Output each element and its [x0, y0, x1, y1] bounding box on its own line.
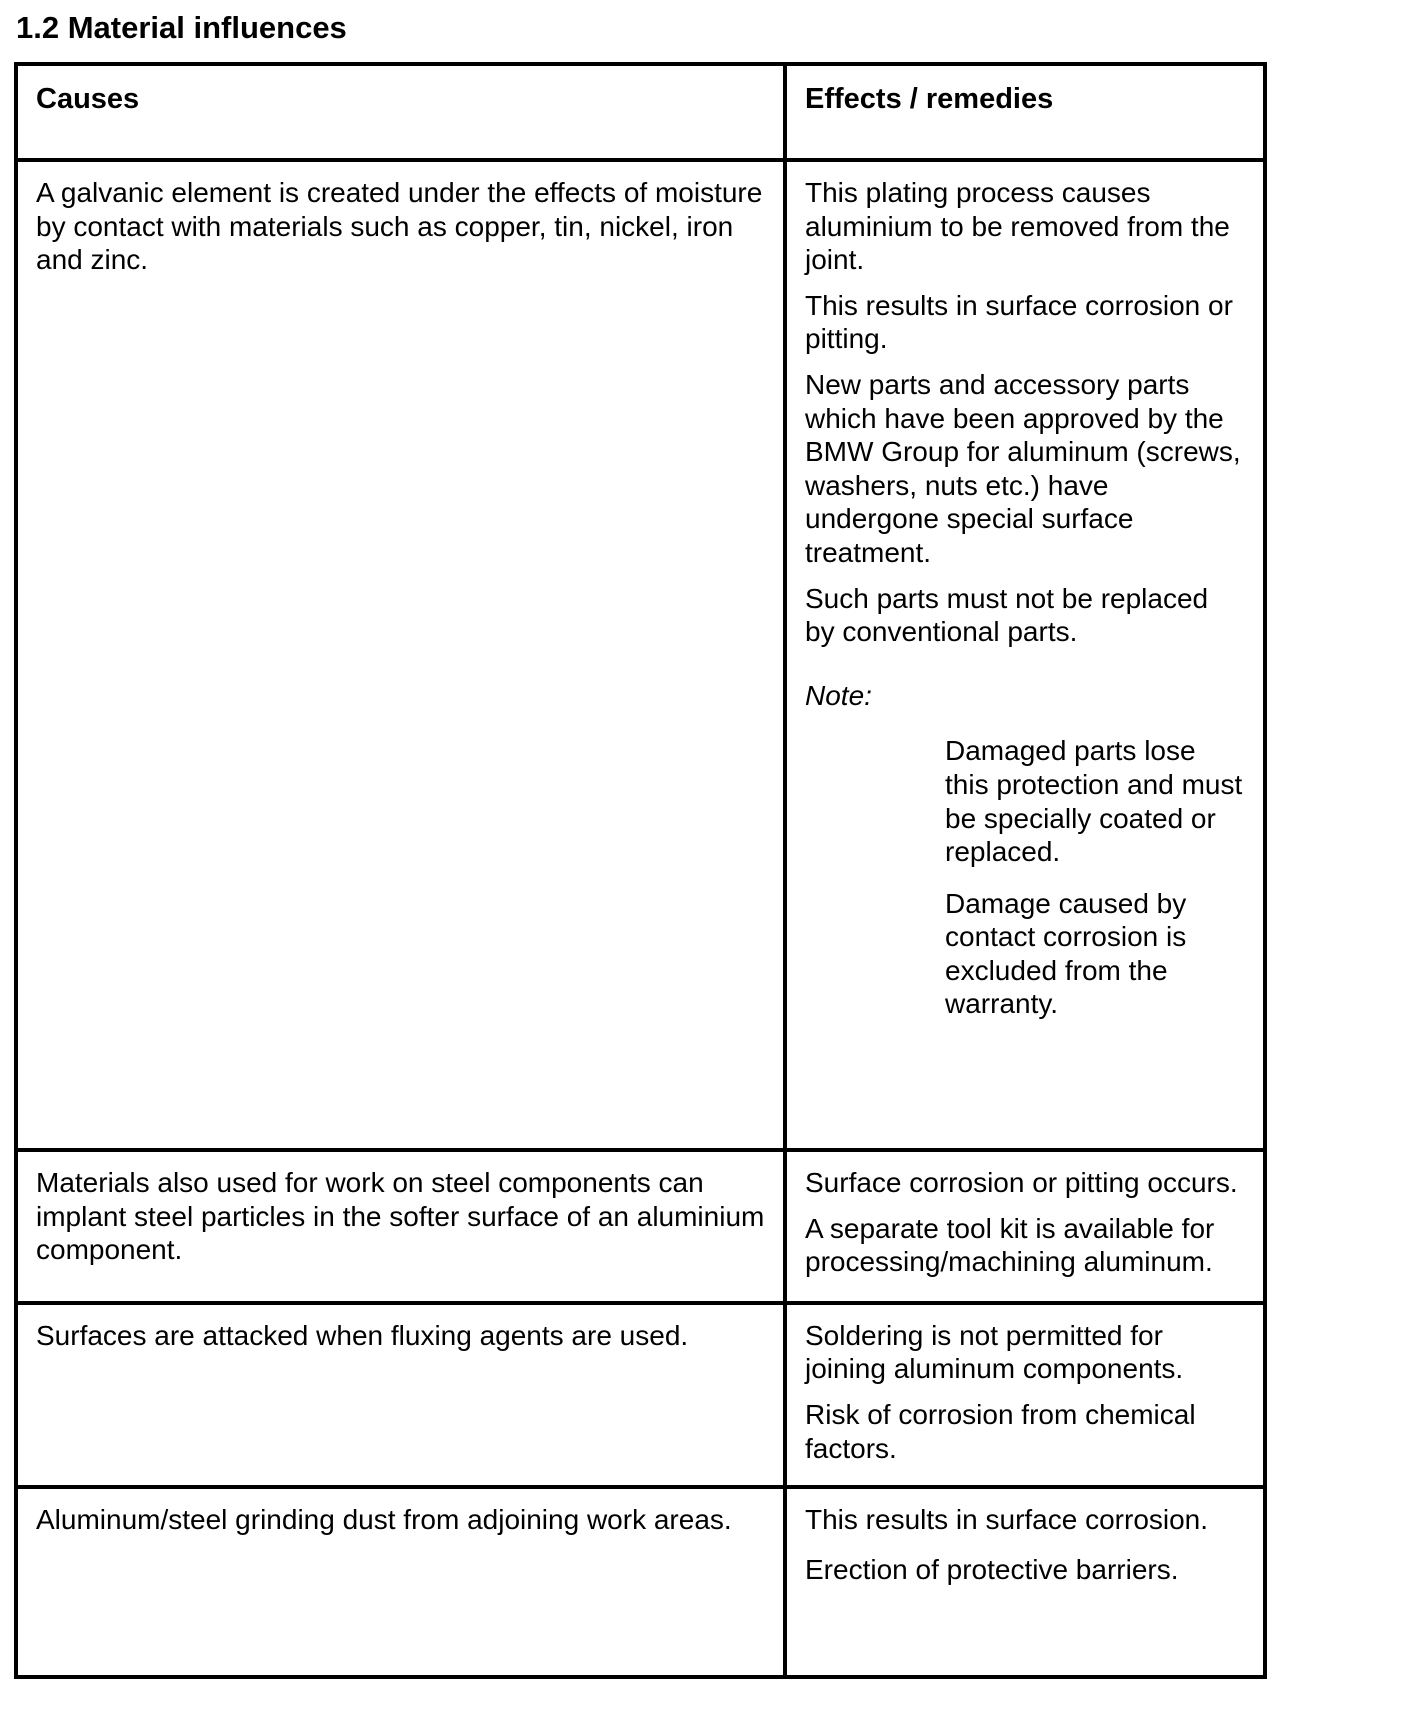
note-item: Damage caused by contact corrosion is excluded from the warranty. [945, 887, 1187, 1020]
table-header-effects: Effects / remedies [785, 64, 1265, 160]
effects-paragraph: Risk of corrosion from chemical factors. [805, 1398, 1196, 1464]
effects-cell [785, 1303, 1265, 1487]
effects-paragraph: This results in surface corrosion or pitting. [805, 289, 1233, 355]
table-row [16, 160, 1265, 1150]
effects-paragraph: Soldering is not permitted for joining aluminum components. [805, 1319, 1184, 1385]
effects-cell [785, 1150, 1265, 1303]
causes-paragraph: Materials also used for work on steel components can implant steel particles in the softer surface of an aluminium component. [36, 1167, 765, 1266]
causes-paragraph: Aluminum/steel grinding dust from adjoining work areas. [36, 1504, 732, 1536]
effects-cell [785, 160, 1265, 1150]
table-header-row [16, 64, 1265, 160]
effects-cell [785, 1487, 1265, 1677]
causes-paragraph: Surfaces are attacked when fluxing agents are used. [36, 1319, 689, 1351]
effects-paragraph: This plating process causes aluminium to be removed from the joint. [805, 177, 1230, 276]
table-row [16, 1487, 1265, 1677]
effects-paragraph: A separate tool kit is available for processing/machining aluminum. [805, 1212, 1215, 1278]
table-row [16, 1303, 1265, 1487]
causes-cell [16, 1303, 785, 1487]
causes-paragraph: A galvanic element is created under the effects of moisture by contact with materials such as copper, tin, nickel, iron and zinc. [36, 177, 763, 276]
table-row [16, 1150, 1265, 1303]
page-title: 1.2 Material influences [16, 10, 347, 45]
effects-paragraph: Such parts must not be replaced by conventional parts. [805, 582, 1209, 648]
effects-paragraph: New parts and accessory parts which have been approved by the BMW Group for aluminum (screws, washers, nuts etc.) have undergone special surface treatment. [805, 368, 1241, 568]
effects-paragraph: Erection of protective barriers. [805, 1553, 1179, 1585]
material-influences-table [14, 62, 1267, 1679]
effects-paragraph: Surface corrosion or pitting occurs. [805, 1167, 1238, 1198]
table-body [16, 160, 1265, 1677]
effects-paragraph: This results in surface corrosion. [805, 1504, 1209, 1536]
table-header-causes: Causes [16, 64, 785, 160]
causes-cell [16, 1150, 785, 1303]
note-label: Note: [805, 679, 872, 711]
causes-cell [16, 1487, 785, 1677]
note-item: Damaged parts lose this protection and must be specially coated or replaced. [945, 735, 1243, 868]
causes-cell [16, 160, 785, 1150]
